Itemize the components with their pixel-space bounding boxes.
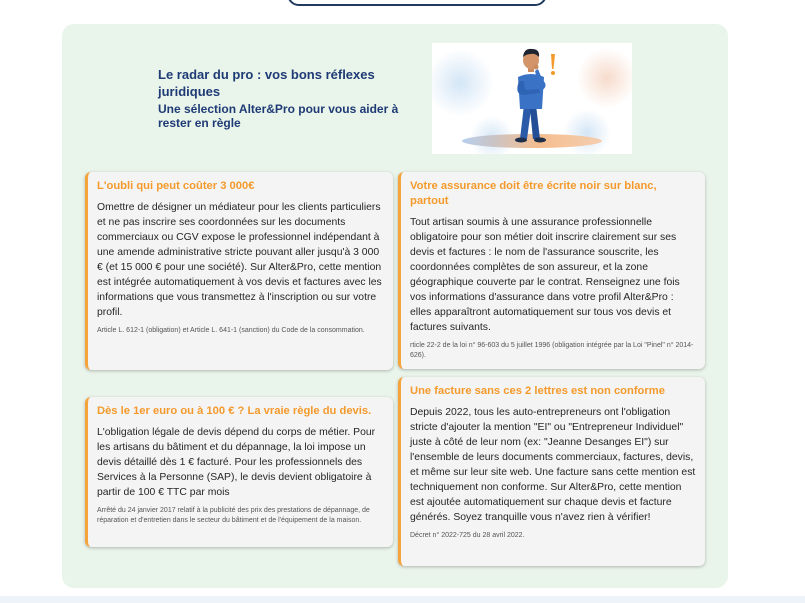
tip-card-title: Une facture sans ces 2 lettres est non conforme	[410, 385, 665, 397]
tip-card-title: Dès le 1er euro ou à 100 € ? La vraie règle du devis.	[97, 405, 372, 417]
tip-card-reference: Article L. 612-1 (obligation) et Article L. 641-1 (sanction) du Code de la consommation.	[97, 327, 365, 334]
tip-card-title: L'oubli qui peut coûter 3 000€	[97, 180, 255, 192]
tip-card-reference: rticle 22-2 de la loi n° 96-603 du 5 juillet 1996 (obligation intégrée par la Loi "Pinel" n° 2014-626).	[410, 342, 694, 359]
panel-subtitle: Une sélection Alter&Pro pour vous aider à rester en règle	[158, 102, 399, 130]
tip-card-mediator	[85, 172, 393, 370]
panel-header	[158, 66, 428, 130]
tip-card-reference: Arrêté du 24 janvier 2017 relatif à la publicité des prix des prestations de dépannage, de réparation et d'entretien dans le secteur du bâtiment et de l'équipement de la maison.	[97, 507, 370, 524]
tip-card-body: Omettre de désigner un médiateur pour les clients particuliers et ne pas inscrire ses coordonnées sur les documents commerciaux ou CGV expose le professionnel indépendant à une amende administrative stricte pouvant aller jusqu'à 3 000 € (et 15 000 € pour une société). Sur Alter&Pro, cette mention est intégrée automatiquement à vos devis et factures avec les informations que vous transmettez à l'inscription ou sur votre profil.	[97, 202, 382, 318]
tip-card-insurance	[398, 172, 705, 369]
panel-title: Le radar du pro : vos bons réflexes juridiques	[158, 67, 375, 99]
tip-card-body: Depuis 2022, tous les auto-entrepreneurs ont l'obligation stricte d'ajouter la mention "EI" ou "Entrepreneur Individuel" juste à côté de leur nom (ex: "Jeanne Desanges EI") sur l'ensemble de leurs documents commerciaux, factures, devis, et même sur leur site web. Une facture sans cette mention est techniquement non conforme. Sur Alter&Pro, cette mention est ajoutée automatiquement sur chaque devis et facture générés. Soyez tranquille vous n'avez rien à vérifier!	[410, 407, 696, 523]
footer-strip	[0, 596, 805, 603]
tip-card-ei-mention	[398, 377, 705, 566]
tip-card-quote-rule	[85, 397, 393, 547]
top-nav-pill	[287, 0, 547, 6]
tip-card-body: L'obligation légale de devis dépend du corps de métier. Pour les artisans du bâtiment et du dépannage, la loi impose un devis détaillé dès 1 € facturé. Pour les professionnels des Services à la Personne (SAP), le devis devient obligatoire à partir de 100 € TTC par mois	[97, 427, 376, 498]
thinking-man-illustration-icon	[432, 43, 632, 154]
tip-card-body: Tout artisan soumis à une assurance professionnelle obligatoire pour son métier doit inscrire clairement sur ses devis et factures : le nom de l'assurance souscrite, les coordonnées complètes de son assureur, et la zone géographique couverte par le contrat. Renseignez une fois vos informations d'assurance dans votre profil Alter&Pro : elles apparaîtront automatiquement sur tous vos devis et factures suivants.	[410, 217, 680, 333]
tip-card-title: Votre assurance doit être écrite noir sur blanc, partout	[410, 180, 657, 207]
tip-card-reference: Décret n° 2022-725 du 28 avril 2022.	[410, 532, 525, 539]
